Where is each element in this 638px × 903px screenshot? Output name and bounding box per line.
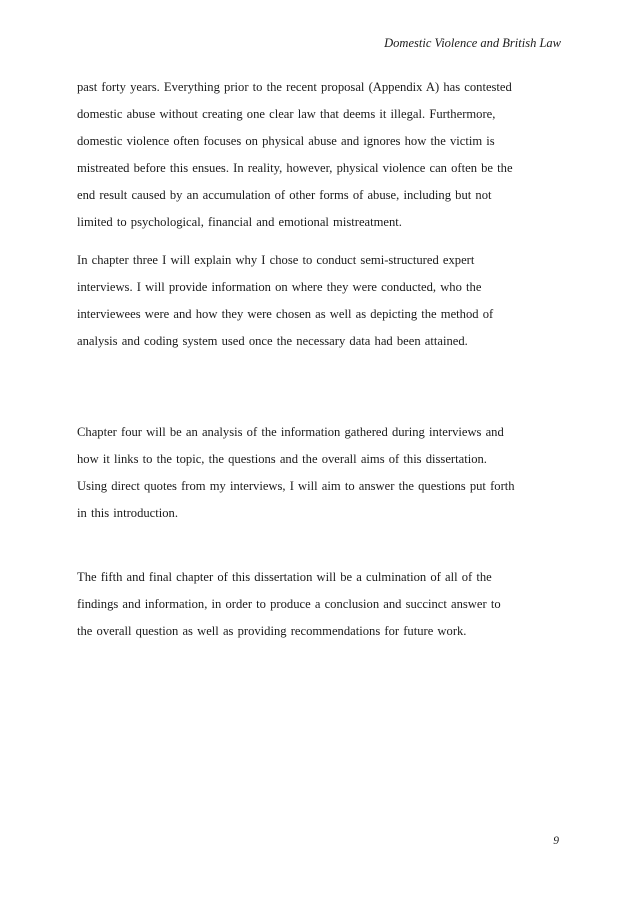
text-line: interviews. I will provide information on where they were conducted, who the: [77, 280, 482, 294]
paragraph-chapter-three: [77, 247, 567, 355]
text-line: domestic abuse without creating one clear law that deems it illegal. Furthermore,: [77, 107, 496, 121]
text-line: domestic violence often focuses on physical abuse and ignores how the victim is: [77, 134, 495, 148]
text-line: past forty years. Everything prior to the recent proposal (Appendix A) has contested: [77, 80, 512, 94]
text-line: in this introduction.: [77, 506, 178, 520]
text-line: interviewees were and how they were chosen as well as depicting the method of: [77, 307, 494, 321]
text-line: Using direct quotes from my interviews, I will aim to answer the questions put forth: [77, 479, 515, 493]
text-line: In chapter three I will explain why I chose to conduct semi-structured expert: [77, 253, 475, 267]
running-header: Domestic Violence and British Law: [384, 36, 561, 50]
page-number: 9: [553, 835, 559, 847]
text-line: The fifth and final chapter of this dissertation will be a culmination of all of the: [77, 570, 492, 584]
text-line: analysis and coding system used once the necessary data had been attained.: [77, 334, 468, 348]
text-line: mistreated before this ensues. In reality, however, physical violence can often be the: [77, 161, 513, 175]
text-line: findings and information, in order to produce a conclusion and succinct answer to: [77, 597, 501, 611]
text-line: limited to psychological, financial and emotional mistreatment.: [77, 215, 402, 229]
text-line: the overall question as well as providing recommendations for future work.: [77, 624, 467, 638]
paragraph-introduction-continued: [77, 74, 567, 236]
text-line: Chapter four will be an analysis of the information gathered during interviews and: [77, 425, 504, 439]
paragraph-chapter-four: [77, 419, 567, 527]
text-line: how it links to the topic, the questions and the overall aims of this dissertation.: [77, 452, 487, 466]
paragraph-chapter-five: [77, 564, 567, 645]
text-line: end result caused by an accumulation of other forms of abuse, including but not: [77, 188, 492, 202]
